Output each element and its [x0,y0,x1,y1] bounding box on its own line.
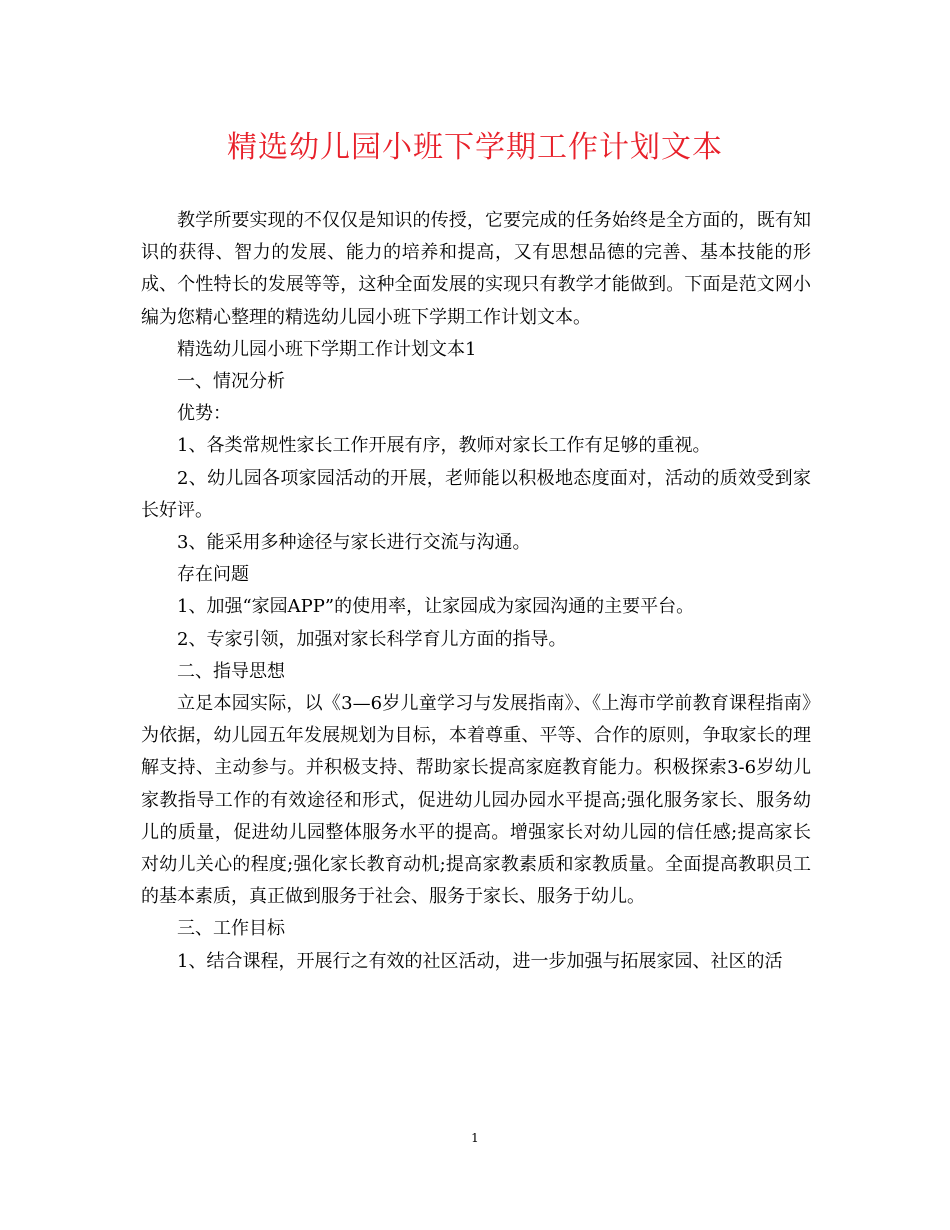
document-body [141,205,811,978]
work-goal-item-1: 1、结合课程，开展行之有效的社区活动，进一步加强与拓展家园、社区的活 [177,950,783,972]
advantage-item-2: 2、幼儿园各项家园活动的开展，老师能以积极地态度面对，活动的质效受到家长好评。 [141,467,811,521]
problem-item-1: 1、加强“家园APP”的使用率，让家园成为家园沟通的主要平台。 [177,596,695,618]
page-number: 1 [471,1131,479,1145]
problem-item-2: 2、专家引领，加强对家长科学育儿方面的指导。 [177,628,567,650]
advantage-item-1: 1、各类常规性家长工作开展有序，教师对家长工作有足够的重视。 [177,435,711,457]
heading-guiding-ideology: 二、指导思想 [177,660,285,682]
intro-paragraph: 教学所要实现的不仅仅是知识的传授，它要完成的任务始终是全方面的，既有知识的获得、智力的发展、能力的培养和提高，又有思想品德的完善、基本技能的形成、个性特长的发展等等，这种全面发展的实现只有教学才能做到。下面是范文网小编为您精心整理的精选幼儿园小班下学期工作计划文本。 [141,210,811,328]
label-advantages: 优势： [177,403,231,425]
heading-situation-analysis: 一、情况分析 [177,371,285,393]
section-subtitle: 精选幼儿园小班下学期工作计划文本1 [177,338,477,360]
heading-work-goals: 三、工作目标 [177,918,285,940]
advantage-item-3: 3、能采用多种途径与家长进行交流与沟通。 [177,532,531,554]
page-title: 精选幼儿园小班下学期工作计划文本 [227,130,723,165]
guiding-ideology-paragraph: 立足本园实际，以《3—6岁儿童学习与发展指南》、《上海市学前教育课程指南》为依据，幼儿园五年发展规划为目标，本着尊重、平等、合作的原则，争取家长的理解支持、主动参与。并积极支持、帮助家长提高家庭教育能力。积极探索3-6岁幼儿家教指导工作的有效途径和形式，促进幼儿园办园水平提高;强化服务家长、服务幼儿的质量，促进幼儿园整体服务水平的提高。增强家长对幼儿园的信任感;提高家长对幼儿关心的程度;强化家长教育动机;提高家教素质和家教质量。全面提高教职员工的基本素质，真正做到服务于社会、服务于家长、服务于幼儿。 [141,693,811,908]
label-problems: 存在问题 [177,564,249,586]
